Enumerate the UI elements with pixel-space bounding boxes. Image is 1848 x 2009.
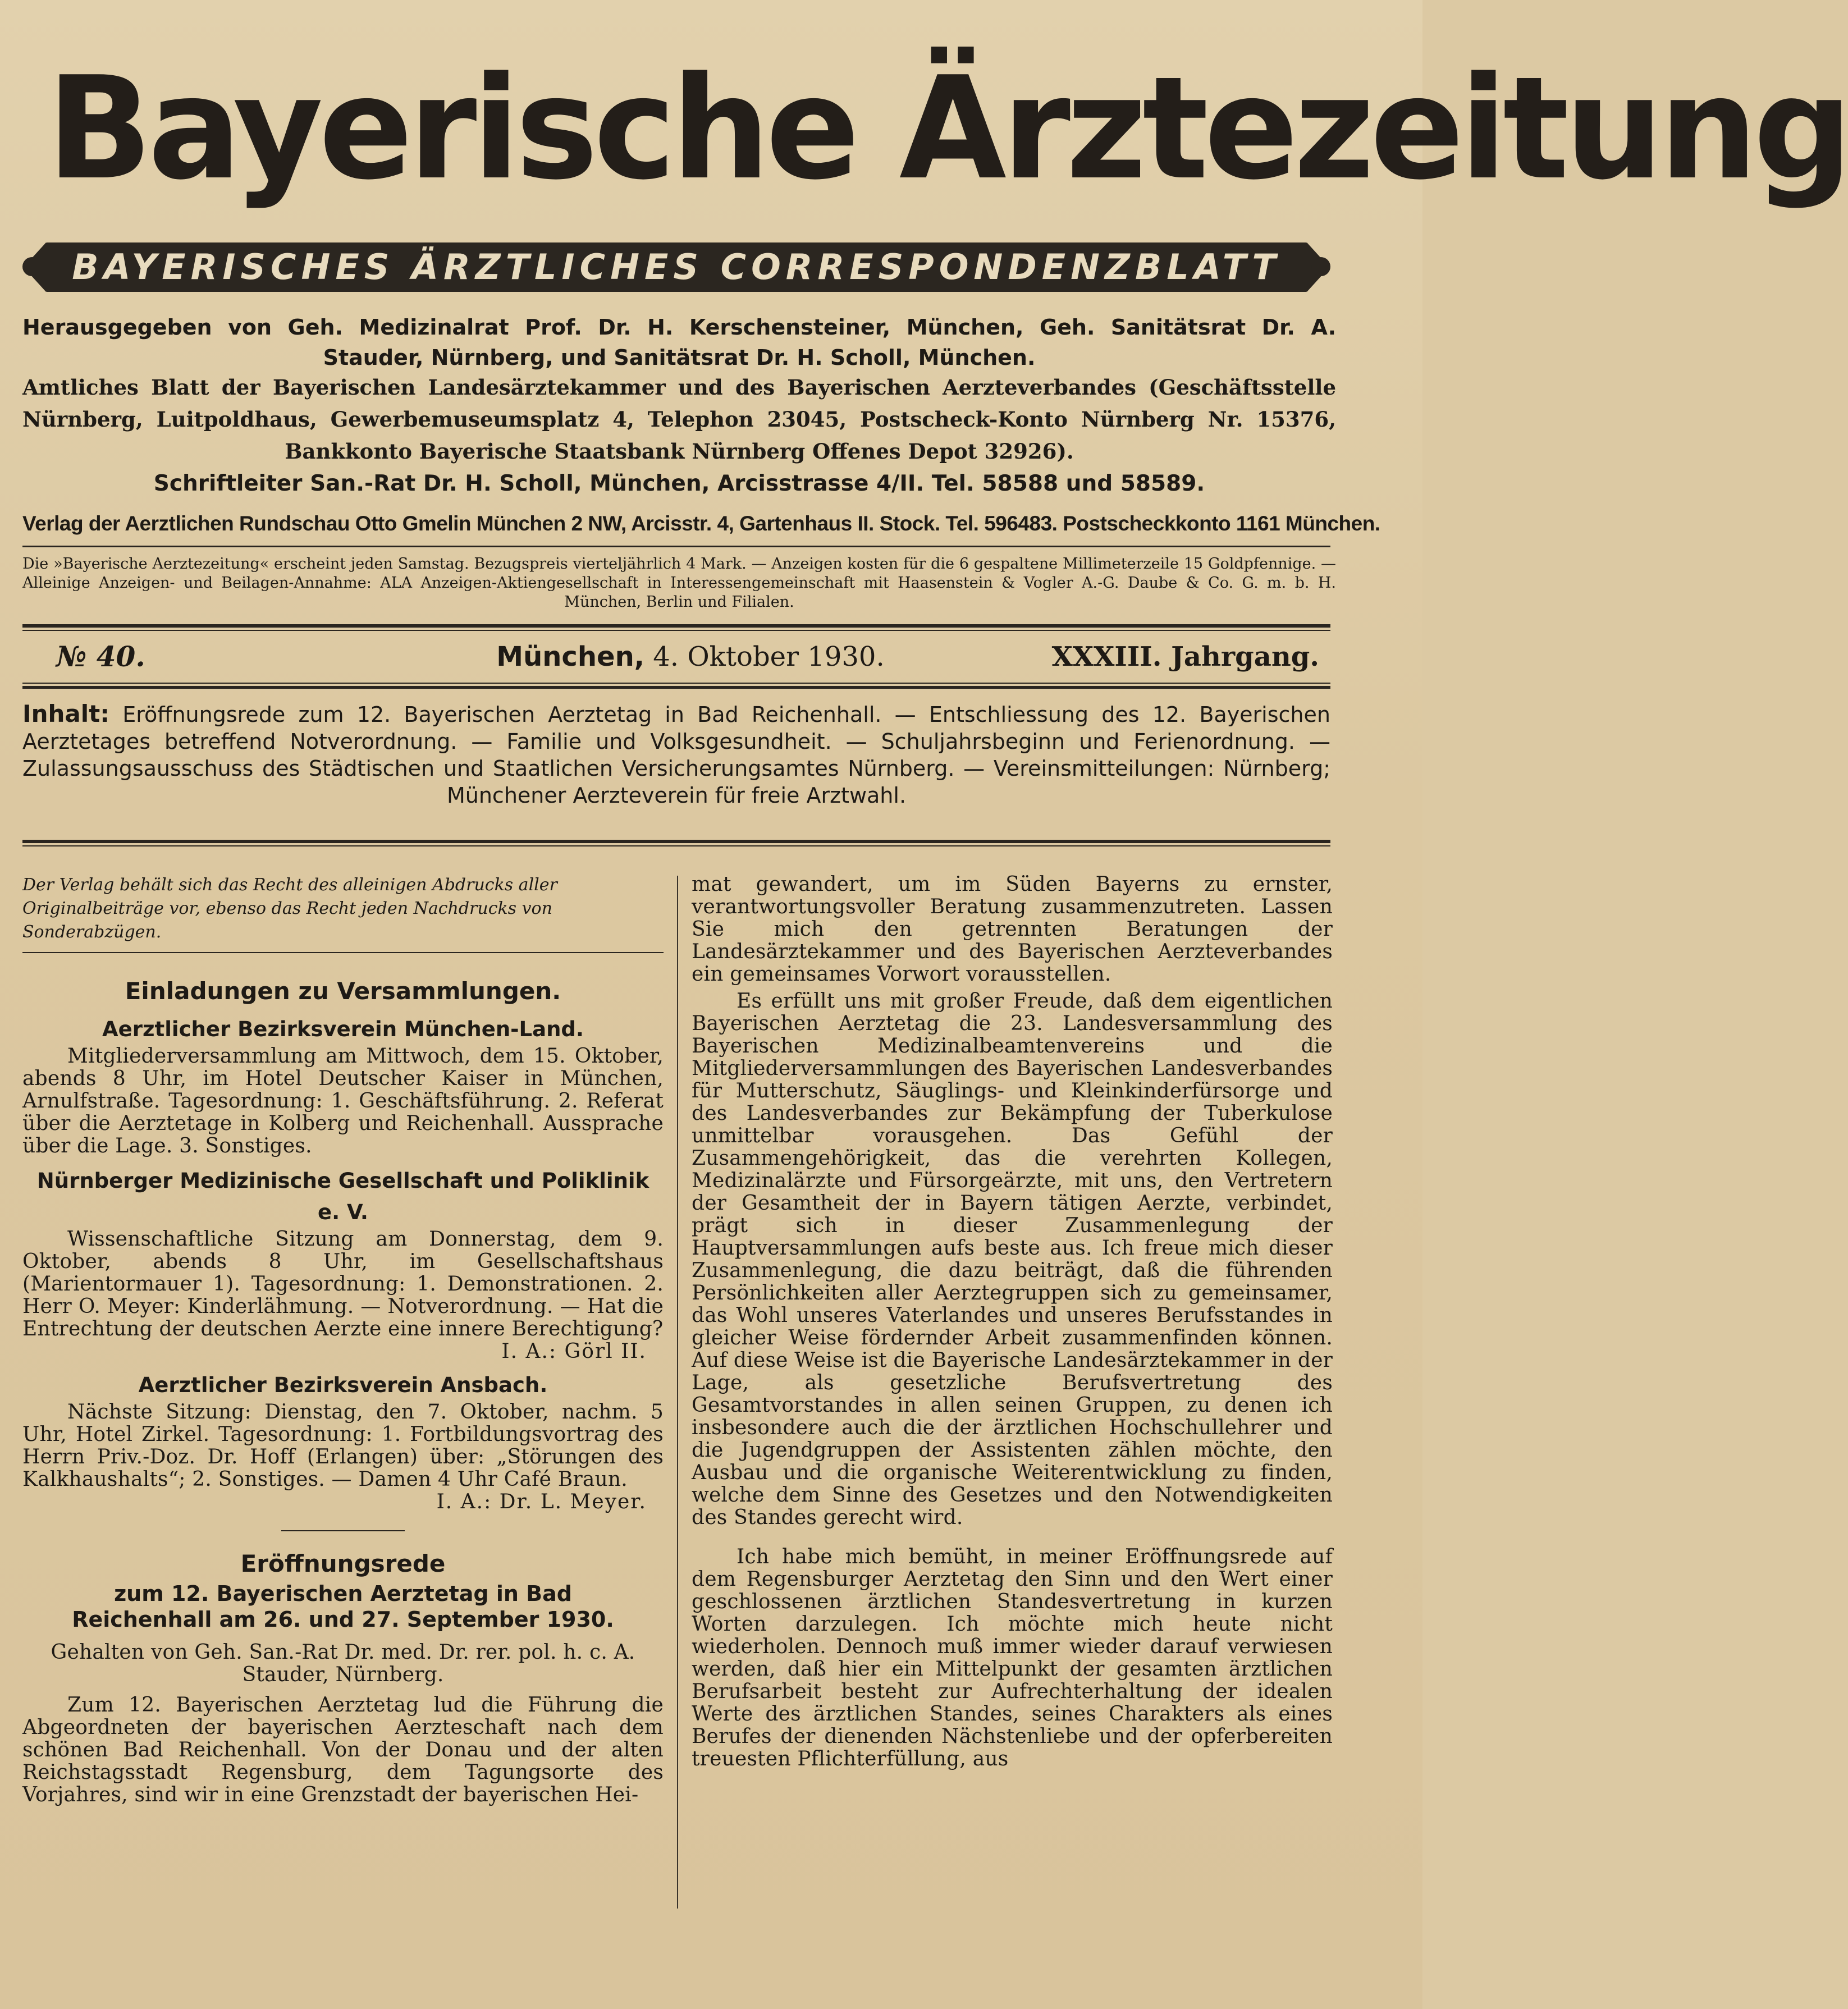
issue-rule-bottom	[22, 686, 1330, 689]
issue-line	[22, 634, 1330, 679]
editor-in-chief-line: Schriftleiter San.-Rat Dr. H. Scholl, München, Arcisstrasse 4/II. Tel. 58588 und 58589.	[153, 471, 1205, 496]
speech-paragraph: Es erfüllt uns mit großer Freude, daß dem eigentlichen Bayerischen Aerztetag die 23. Landesversammlung des Bayerischen Medizinalbeamtenvereins und die Mitgliederversammlungen des Bayerischen Landesverbandes für Mutterschutz, Säuglings- und Kleinkinderfürsorge und des Landesverbandes zur Bekämpfung der Tuberkulose unmittelbar vorausgehen. Das Gefühl der Zusammengehörigkeit, das die verehrten Kollegen, Medizinalärzte und Fürsorgeärzte, mit uns, den Vertretern der Gesamtheit der in Bayern tätigen Aerzte, verbindet, prägt sich in dieser Zusammenlegung der Hauptversammlungen aufs beste aus. Ich freue mich dieser Zusammenlegung, die dazu beiträgt, daß die führenden Persönlichkeiten aller Aerztegruppen sich zu gemeinsamer, das Wohl unseres Vaterlandes und unseres Berufsstandes in gleicher Weise fördernder Arbeit zusammenfinden können. Auf diese Weise ist die Bayerische Landesärztekammer in der Lage, als gesetzliche Berufsvertretung des Gesamtvorstandes in allen seinen Gruppen, zu denen ich insbesondere auch die der ärztlichen Hochschullehrer und die Jugendgruppen der Assistenten zählen möchte, den Ausbau und die organische Weiterentwicklung zu finden, welche dem Sinne des Gesetzes und den Notwendigkeiten des Standes gerecht wird.	[692, 990, 1333, 1529]
subscription-info: Die »Bayerische Aerztezeitung« erscheint jeden Samstag. Bezugspreis vierteljährlich 4 Mark. — Anzeigen kosten für die 6 gespaltene Millimeterzeile 15 Goldpfennige. — Alleinige Anzeigen- und Beilagen-Annahme: ALA Anzeigen-Aktiengesellschaft in Interessengemeinschaft mit Haasenstein & Vogler A.-G. Daube & Co. G. m. b. H. München, Berlin und Filialen.	[22, 555, 1336, 611]
item-heading: Aerztlicher Bezirksverein Ansbach.	[138, 1373, 548, 1397]
issue-date	[488, 634, 893, 679]
item-text: Nächste Sitzung: Dienstag, den 7. Oktober, nachm. 5 Uhr, Hotel Zirkel. Tagesordnung: 1. Fortbildungsvortrag des Herrn Priv.-Doz. Dr. Hoff (Erlangen) über: „Störungen des Kalkhaushalts“; 2. Sonstiges. — Damen 4 Uhr Café Braun.	[22, 1401, 664, 1491]
item-signature: I. A.: Dr. L. Meyer.	[436, 1490, 647, 1513]
speech-title: Eröffnungsrede	[240, 1550, 446, 1577]
header-rule	[22, 546, 1330, 547]
item-heading: Aerztlicher Bezirksverein München-Land.	[102, 1017, 584, 1041]
masthead	[34, 34, 1848, 241]
banner-dot-right	[1311, 257, 1330, 276]
contents-label: Inhalt:	[22, 700, 110, 727]
official-gazette-line: Amtliches Blatt der Bayerischen Landesärztekammer und des Bayerischen Aerzteverbandes (Geschäftsstelle Nürnberg, Luitpoldhaus, Gewerbemuseumsplatz 4, Telephon 23045, Postscheck-Konto Nürnberg Nr. 15376, Bankkonto Bayerische Staatsbank Nürnberg Offenes Depot 32926).	[22, 375, 1336, 464]
table-of-contents	[22, 701, 1330, 809]
item-heading: Nürnberger Medizinische Gesellschaft und Poliklinik e. V.	[36, 1169, 649, 1224]
publisher-line: Verlag der Aerztlichen Rundschau Otto Gmelin München 2 NW, Arcisstr. 4, Gartenhaus II. Stock. Tel. 596483. Postscheckkonto 1161 München.	[22, 512, 1380, 535]
contents-text: Eröffnungsrede zum 12. Bayerischen Aerztetag in Bad Reichenhall. — Entschliessung des 12. Bayerischen Aerztetages betreffend Notverordnung. — Familie und Volksgesundheit. — Schuljahrsbeginn und Ferienordnung. — Zulassungsausschuss des Städtischen und Staatlichen Versicherungsamtes Nürnberg. — Vereinsmitteilungen: Nürnberg; Münchener Aerzteverein für freie Arztwahl.	[22, 702, 1330, 808]
item-signature: I. A.: Görl II.	[501, 1340, 647, 1363]
speech-paragraph: mat gewandert, um im Süden Bayerns zu ernster, verantwortungsvoller Beratung zusammenzutreten. Lassen Sie mich den getrennten Beratungen der Landesärztekammer und des Bayerischen Aerzteverbandes ein gemeinsames Vorwort vorausstellen.	[692, 873, 1333, 986]
right-column	[692, 873, 1333, 1770]
issue-rule-top	[22, 624, 1330, 628]
speech-byline: Gehalten von Geh. San.-Rat Dr. med. Dr. rer. pol. h. c. A. Stauder, Nürnberg.	[51, 1641, 635, 1686]
contents-rule	[22, 840, 1330, 843]
column-divider	[677, 876, 678, 1909]
masthead-title: Bayerische Ärztezeitung	[47, 47, 1848, 211]
issue-number: № 40.	[56, 640, 145, 673]
item-text: Mitgliederversammlung am Mittwoch, dem 15. Oktober, abends 8 Uhr, im Hotel Deutscher Kaiser in München, Arnulfstraße. Tagesordnung: 1. Geschäftsführung. 2. Referat über die Aerztetage in Kolberg und Reichenhall. Aussprache über die Lage. 3. Sonstiges.	[22, 1045, 664, 1157]
issue-volume: XXXIII. Jahrgang.	[1051, 641, 1319, 672]
issue-rule-bottom-thin	[22, 683, 1330, 684]
subtitle-banner	[22, 239, 1330, 295]
masthead-subtitle: BAYERISCHES ÄRZTLICHES CORRESPONDENZBLATT	[72, 246, 1281, 287]
issue-date-text: 4. Oktober 1930.	[653, 641, 885, 672]
speech-subtitle: zum 12. Bayerischen Aerztetag in Bad Reichenhall am 26. und 27. September 1930.	[72, 1581, 614, 1632]
speech-paragraph: Zum 12. Bayerischen Aerztetag lud die Führung die Abgeordneten der bayerischen Aerzteschaft nach dem schönen Bad Reichenhall. Von der Donau und der alten Reichstagsstadt Regensburg, dem Tagungsorte des Vorjahres, sind wir in eine Grenzstadt der bayerischen Hei-	[22, 1694, 664, 1806]
banner-tip-left	[24, 242, 46, 292]
left-column	[22, 873, 664, 1806]
section-title-invitations: Einladungen zu Versammlungen.	[125, 977, 561, 1005]
item-text: Wissenschaftliche Sitzung am Donnerstag, dem 9. Oktober, abends 8 Uhr, im Gesellschaftshaus (Marientormauer 1). Tagesordnung: 1. Demonstrationen. 2. Herr O. Meyer: Kinderlähmung. — Notverordnung. — Hat die Entrechtung der deutschen Aerzte eine innere Berechtigung?	[22, 1228, 664, 1340]
copyright-notice: Der Verlag behält sich das Recht des alleinigen Abdrucks aller Originalbeiträge vor, ebenso das Recht jeden Nachdrucks von Sonderabzügen.	[22, 875, 557, 942]
editors-line: Herausgegeben von Geh. Medizinalrat Prof. Dr. H. Kerschensteiner, München, Geh. Sanitätsrat Dr. A. Stauder, Nürnberg, und Sanitätsrat Dr. H. Scholl, München.	[22, 315, 1336, 370]
section-divider	[281, 1530, 405, 1531]
issue-rule-top-thin	[22, 630, 1330, 631]
speech-paragraph: Ich habe mich bemüht, in meiner Eröffnungsrede auf dem Regensburger Aerztetag den Sinn und den Wert einer geschlossenen ärztlichen Standesvertretung in kurzen Worten darzulegen. Ich möchte mich heute nicht wiederholen. Dennoch muß immer wieder darauf verwiesen werden, daß hier ein Mittelpunkt der gesamten ärztlichen Berufsarbeit besteht zur Aufrechterhaltung der idealen Werte des ärztlichen Standes, seines Charakters als eines Berufes der dienenden Nächstenliebe und der opferbereiten treuesten Pflichterfüllung, aus	[692, 1545, 1333, 1770]
issue-city: München,	[496, 641, 644, 672]
contents-rule-thin	[22, 845, 1330, 846]
